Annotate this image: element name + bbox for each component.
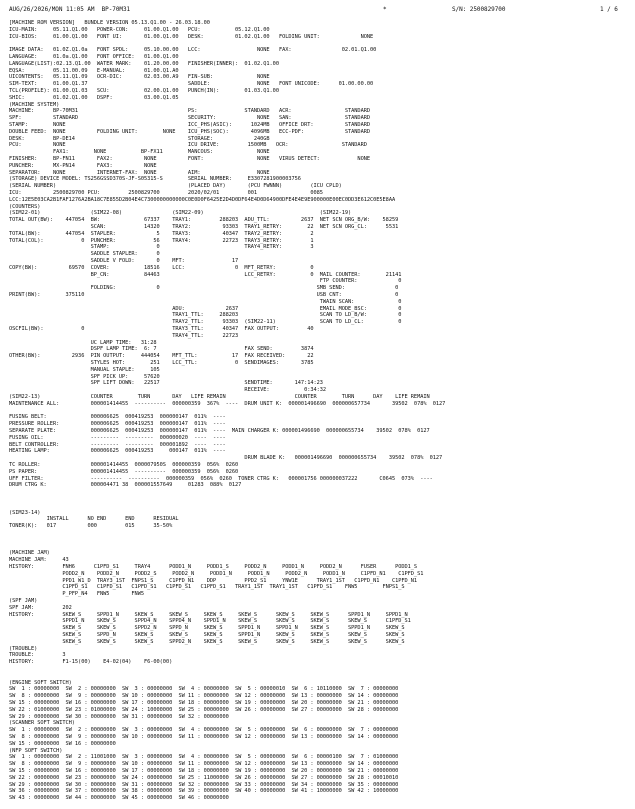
report-line: SIM-TEXT: 01.00.Q1.37 SADDLE: NONE FONT UNICODE: 01.00.00.00	[9, 81, 374, 88]
report-line: BP_CN: 84463 LCC_RETRY: 0 MAIL COUNTER: 21141	[9, 271, 402, 278]
report-line: (NFP SOFT SWITCH)	[9, 747, 63, 754]
report-line: HISTORY: FNH6 C1PFD_S1 TRAY4 PODD1_N PODD1_S PODD2_N PODD1_N PODD2_N FUSER PODD1_S	[9, 564, 418, 570]
report-line: C1PFD_S1 C1PFD_S1 C1PFD_S1 C1PFD_S1 C1PFD_S1 TRAY1_1ST TRAY1_1ST C1PFD_S1 FNW5 FNPS1_S	[9, 584, 405, 591]
report-line: FUSING OIL: --------- --------- 000000020 ---- ----	[9, 434, 226, 441]
report-line: P_PFP_N4 FNW5 FNW5	[9, 591, 144, 598]
report-line: TOTAL OUT(BW): 447054 BW: 67337 TRAY1: 288203 ADU_TTL: 2637 NET SCN ORG_B/W: 58259	[9, 217, 399, 224]
report-line: RECEIVE: 0:34:32	[9, 387, 327, 394]
report-line: TC ROLLER: 000001414455 000007950S 000000359 056% 0260	[9, 462, 239, 468]
report-line: FINISHER: BP-FN11 FAX2: NONE FONT: NONE VIRUS DETECT: NONE	[9, 156, 370, 162]
report-line: SW 1 : 00000000 SW 2 : 00000000 SW 3 : 00000000 SW 4 : 00000000 SW 5 : 00000010 SW 6 : 10110000 SW 7 : 00000000	[9, 686, 399, 693]
report-line: (SIM23-14)	[9, 509, 41, 516]
report-line: FAX1: NONE BP-FX11 MANCOUS: NONE	[9, 149, 270, 156]
report-line: PRESSURE ROLLER: 000006625 000419253 000000147 011% ----	[9, 421, 226, 428]
report-line: SPPD1_N SKEW_S SPPD4_N SPPD4_N SPPD1_N SKEW_S SKEW_S SKEW_S SKEW_S C1PFD_S1	[9, 618, 411, 625]
report-line: (COUNTERS)	[9, 203, 41, 210]
report-line: ICU-MAIN: 05.11.Q1.00 POWER-CON: 01.00.Q1.00 PCU: 05.12.Q1.00	[9, 26, 270, 33]
report-line: SW 36 : 00000000 SW 37 : 00000000 SW 38 : 00000000 SW 39 : 00000000 SW 40 : 00000000 SW 41 : 10000000 SW 42 : 10000000	[9, 788, 399, 795]
report-line: PCU: NONE ICU DRIVE: 1500MB OCR: STANDARD	[9, 142, 367, 149]
report-line: SW 8 : 00000000 SW 9 : 00000000 SW 10 : 00000000 SW 11 : 00000000 SW 12 : 00000000 SW 13 : 00000000 SW 14 : 00000000	[9, 693, 399, 700]
report-line: LCC:12E5E03CA2B1FAF1276A2BA18C7E855D2B04E4C7300000000000C0E0D0F6425E2D4D0DF64E4D0D64900DFE4E4E9E900000E00EC0DD3E612C0E5E8AA	[9, 196, 396, 203]
report-line: OTHER(BW): 2936 PIN OUTPUT: 444054 MFT_TTL: 17 FAX RECEIVED: 22	[9, 353, 314, 360]
report-line: STAMP: NONE ICC_PHS(ASIC): 1024MB OFFICE DRT: STANDARD	[9, 122, 370, 128]
report-line: DSPF LAMP TIME: 6: 7 FAX SEND: 3874	[9, 346, 314, 353]
report-line: TWAIN SCAN: 0	[9, 298, 402, 305]
report-line: BELT CONTROLLER: --------- --------- 000001892 ---- ----	[9, 441, 226, 448]
report-line: SKEW_S SKEW_S SPPD2_N SPPD_N SKEW_S SPPD1_N SPPD1_N SKEW_S SPPD1_N SKEW_S	[9, 625, 405, 632]
report-line: PPD1_W1_D TRAY3_1ST FNPS1_S C1PFD_N1 DDP PPD2_S1 YNW1E TRAY1_1ST C1PFD_N1 C1PFD_N1	[9, 577, 418, 584]
report-line: ICU-BIOS: 01.00.Q1.00 FONT UI: 01.00.Q1.00 DESK: 01.02.Q1.00 FOLDING UNIT: NONE	[9, 33, 374, 40]
report-line: PS PAPER: 000001414455 ---------- 000000359 056% 0260	[9, 468, 239, 475]
report-line: TRAY4_TTL: 22723	[9, 332, 239, 339]
report-line: SADDLE STAPLER: 0	[9, 251, 160, 258]
report-line: UICONTENTS: 05.11.Q1.09 OCR-DIC: 02.03.00.A9 FIN-SUB: NONE	[9, 74, 270, 81]
report-line: SHIC: 01.02.Q1.00 DSPF: 03.00.Q1.05	[9, 94, 179, 101]
report-line: TRAY2_TTL: 93303 (SIM22-11) SCAN TO LD_CL: 0	[9, 319, 402, 326]
report-line: STAMP: 0 TRAY4_RETRY: 3	[9, 244, 314, 251]
report-line: OSCFIL(BW): 0 TRAY3_TTL: 40347 FAX OUTPUT: 40	[9, 326, 314, 332]
report-line: MACHINE JAM: 43	[9, 557, 69, 564]
report-line: (SCANNER SOFT SWITCH)	[9, 720, 75, 727]
report-line: SW 8 : 00000000 SW 9 : 00000000 SW 10 : 00000000 SW 11 : 00000000 SW 12 : 00000000 SW 13 : 00000000 SW 14 : 00000000	[9, 734, 399, 740]
report-line: SW 15 : 00000000 SW 16 : 00000000 SW 17 : 00000000 SW 18 : 00000000 SW 19 : 00000000 SW 20 : 00000000 SW 21 : 00000000	[9, 700, 399, 706]
report-line: (SPF JAM)	[9, 598, 38, 604]
report-line: (TROUBLE)	[9, 645, 38, 652]
report-line: (MACHINE SYSTEM)	[9, 101, 60, 108]
report-line: SW 8 : 00000000 SW 9 : 00000000 SW 10 : 00000000 SW 11 : 00000000 SW 12 : 00000000 SW 13 : 00000000 SW 14 : 00000000	[9, 761, 399, 768]
report-line: HISTORY: SKEW_S SPPD1_N SKEW_S SKEW_S SKEW_S SKEW_S SKEW_S SKEW_S SPPD1_N SPPD1_N	[9, 611, 408, 618]
report-line: SW 15 : 00000000 SW 16 : 00000000 SW 17 : 00000000 SW 18 : 00000000 SW 19 : 00000000 SW 20 : 00000000 SW 21 : 00000000	[9, 768, 399, 774]
report-line: SW 43 : 00000000 SW 44 : 00000000 SW 45 : 00000000 SW 46 : 00000000	[9, 795, 229, 802]
report-line: TOTAL(COL): 0 PUNCHER: 56 TRAY4: 22723 TRAY3_RETRY: 1	[9, 237, 314, 244]
report-line: SW 1 : 00000000 SW 2 : 00000000 SW 3 : 00000000 SW 4 : 00000000 SW 5 : 00000000 SW 6 : 00000000 SW 7 : 00000000	[9, 727, 399, 734]
report-line: MAINTENANCE ALL: 000001414455 ---------- 000000359 367% ---- DRUM UNIT K: 000001496690 000000657734 39502 078% 0127	[9, 400, 446, 407]
report-line: PUNCHER: MX-PN14 FAX3: NONE	[9, 162, 157, 169]
report-line: UC LAMP TIME: 31:28	[9, 339, 157, 346]
report-line: TROUBLE: 3	[9, 652, 66, 659]
report-line: DRUM BLADE K: 000001496690 000000655734 39502 078% 0127	[9, 455, 443, 462]
report-line: ADU: 2637 EMAIL MODE_BSC: 0	[9, 305, 402, 312]
report-line: SADDLE V FOLD: 0 MFT: 17	[9, 258, 239, 264]
report-line: SW 1 : 00000000 SW 2 : 11001000 SW 3 : 00000000 SW 4 : 00000000 SW 5 : 00000000 SW 6 : 00000100 SW 7 : 01000000	[9, 754, 399, 761]
report-line: TCL(PROFILE): 01.00.Q1.03 SCU: 02.00.Q1.00 PUNCH(IN): 01.03.Q1.00	[9, 88, 279, 94]
report-line: DESK: BP-DE14 STORAGE: 240GB	[9, 135, 270, 142]
report-line: LANGUAGE: 01.0a.Q1.00 FONT OFFICE: 01.00.Q1.00	[9, 54, 179, 60]
header-marker: *	[383, 6, 387, 13]
report-line: COPY(BW): 69570 COVER: 18516 LCC: 0 MFT_RETRY: 0	[9, 264, 314, 271]
report-line: SW 29 : 00000000 SW 30 : 00000000 SW 31 : 00000000 SW 32 : 00000000 SW 33 : 00000000 SW 34 : 00000000 SW 35 : 00000000	[9, 781, 399, 788]
report-line: DOUBLE FEED: NONE FOLDING UNIT: NONE ICU_PHS(SOC): 4096MB ECC-PDF: STANDARD	[9, 128, 370, 135]
report-line: (MACHINE JAM)	[9, 550, 50, 557]
report-line: PRINT(BW): 375110 USB CNT: 0	[9, 292, 399, 298]
report-line: SW 15 : 00000000 SW 16 : 00000000	[9, 740, 116, 747]
report-line: TRAY1_TTL: 288203 SCAN TO LD_B/W: 0	[9, 312, 402, 319]
report-line: [MACHINE ROM VERSION] BUNDLE VERSION 05.13.Q1.00 - 26.03.18.00	[9, 20, 210, 26]
report-line: TONER(K): 017 000 015 35-50%	[9, 523, 173, 530]
report-date-model: AUG/26/2026/MON 11:05 AM BP-70M31	[9, 6, 131, 13]
report-line: (STORAGE) DEVICE MODEL: TS256GSSD370S-JF-S05315-S SERIAL NUMBER: E3307281900003756	[9, 176, 301, 183]
report-line: DRUM CTRG K: 000004471 38 000001557649 01283 088% 0127	[9, 482, 242, 489]
report-line: SEPARATOR: NONE INTERNET-FAX: NONE AIM: NONE	[9, 169, 270, 176]
report-line: SKEW_S SKEW_S SKEW_S SPPD2_N SKEW_S SKEW_S SKEW_S SKEW_S SKEW_S SKEW_S	[9, 638, 405, 645]
report-line: SW 29 : 00000000 SW 30 : 00000000 SW 31 : 00000000 SW 32 : 00000000	[9, 713, 229, 720]
report-line: MACHINE: BP-70M31 PS: STANDARD ACR: STANDARD	[9, 108, 370, 115]
report-line: SW 22 : 00000000 SW 23 : 00000000 SW 24 : 00000000 SW 25 : 11000000 SW 26 : 00000000 SW 27 : 00000000 SW 28 : 00010010	[9, 774, 399, 781]
report-line: FUSING BELT: 000006625 000419253 000000147 011% ----	[9, 414, 226, 421]
report-line: HEATING LAMP: 000006625 000419253 000147 011% ----	[9, 448, 226, 455]
report-line: (SIM22-01) (SIM22-08) (SIM22-09) (SIM22-19)	[9, 210, 352, 217]
report-line: EQSA: 05.11.00.09 E-MANUAL: 01.00.Q1.A0	[9, 67, 179, 74]
report-line: SPF LIFT DOWN: 22517 SENDTIME: 147:14:23	[9, 380, 323, 387]
report-line: TOTAL(BW): 447054 STAPLER: 5 TRAY3: 40347 TRAY2_RETRY: 2	[9, 230, 314, 237]
report-line: SPF PICK UP: 57620	[9, 373, 160, 380]
report-line: UFF FILTER: ---------- ---------- 000000359 056% 0260 TONER CTRG K: 000001756 000000037222 C0645 073% ----	[9, 475, 433, 482]
report-line: INSTALL NO END END RESIDUAL	[9, 516, 179, 523]
report-line: (SERIAL NUMBER) (PLACED DAY) (PCU FWNNN) (ICU CPLD)	[9, 183, 342, 190]
report-line: (ENGINE SOFT SWITCH)	[9, 679, 72, 686]
report-line: (SIM22-13) COUNTER TURN DAY LIFE REMAIN COUNTER TURN DAY LIFE REMAIN	[9, 394, 430, 400]
report-line: MANUAL STAPLE: 105	[9, 366, 160, 373]
report-line: FOLDING: 0 SMB SEND: 0	[9, 285, 399, 292]
report-line: SPF JAM: 202	[9, 604, 72, 611]
report-line: ICU: 2500829700 PCU: 2500829700 2020/02/01 001 0085	[9, 190, 323, 196]
report-line: SW 22 : 01000000 SW 23 : 01000000 SW 24 : 10000000 SW 25 : 00000000 SW 26 : 00000000 SW 27 : 00000000 SW 28 : 00000000	[9, 706, 399, 713]
report-line: PODD2_N PODD2_N PODD2_S PODD2_N PODD1_N PODD1_N PODD2_N PODD1_N C1PFD_N1 C1PFD_S1	[9, 570, 424, 577]
report-line: HISTORY: F1-15(00) E4-02(04) F6-00(00)	[9, 659, 173, 666]
report-line: FTP COUNTER: 0	[9, 278, 402, 285]
report-line: SPF: STANDARD SECURITY: NONE SAN: STANDARD	[9, 115, 370, 122]
report-line: SKEW_S SPPD_N SKEW_S SKEW_S SKEW_S SPPD1_N SKEW_S SKEW_S SKEW_S SKEW_S	[9, 632, 405, 638]
report-line: SCAN: 14320 TRAY2: 93303 TRAY1_RETRY: 22 NET SCN ORG_CL: 5531	[9, 224, 399, 230]
page-number: 1 / 6	[600, 6, 618, 13]
report-line: IMAGE DATA: 01.0Z.Q1.0a FONT SPDL: 05.10.00.00 LCC: NONE FAX: 02.01.Q1.00	[9, 47, 377, 54]
report-line: SEPARATE PLATE: 000006625 000419253 000000147 011% ---- MAIN CHARGER K: 000001496690 000000655734 39502 078% 0127	[9, 428, 430, 434]
report-serial-number: S/N: 2500829700	[452, 6, 506, 13]
report-line: LANGUAGE(LIST):02.13.Q1.00 WATER MARK: 01.20.00.00 FINISHER(INNER): 01.02.Q1.00	[9, 60, 279, 67]
report-line: STYLES HOT: 251 LCC_TTL: 0 SENDIMAGES: 3785	[9, 360, 314, 366]
